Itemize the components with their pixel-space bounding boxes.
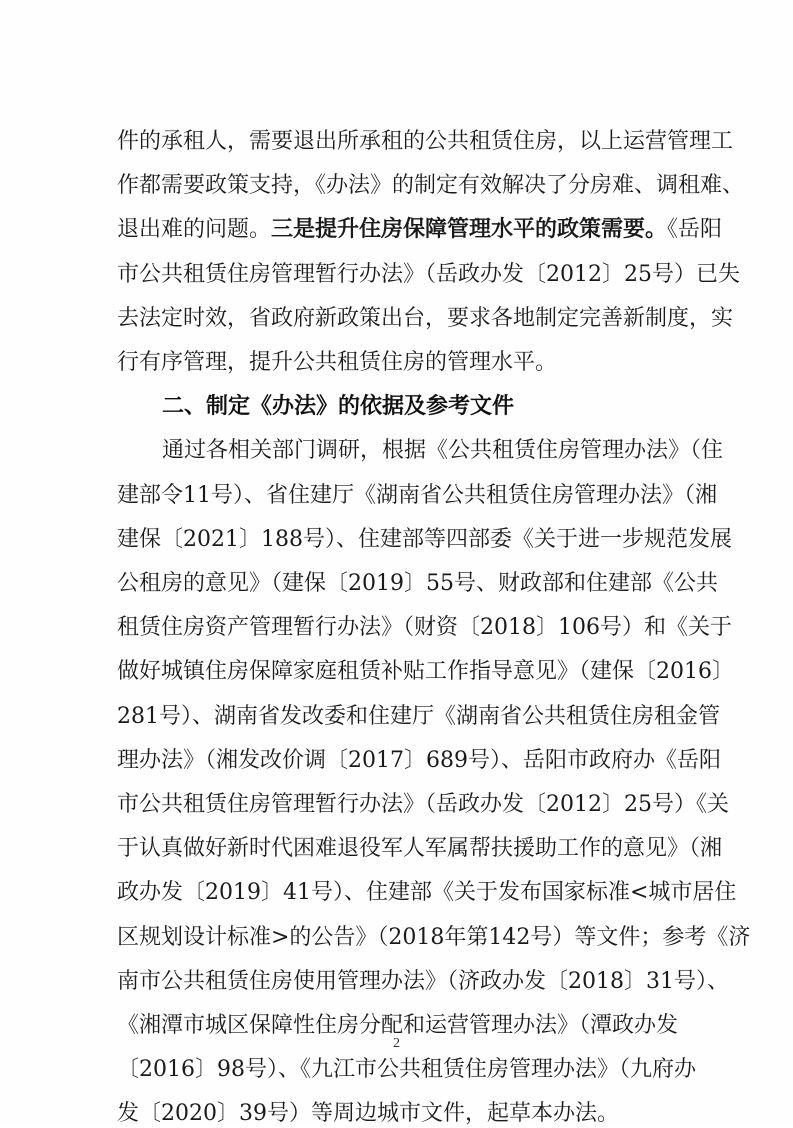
paragraph-2-line-11: 政办发〔2019〕41号）、住建部《关于发布国家标准<城市居住 [117,880,737,906]
paragraph-2-line-14: 《湘潭市城区保障性住房分配和运营管理办法》（潭政办发 [117,1013,679,1038]
paragraph-2-line-1: 通过各相关部门调研，根据《公共租赁住房管理办法》（住 [162,438,724,464]
paragraph-1-line-3-bold: 三是提升住房保障管理水平的政策需要。 [271,217,668,243]
paragraph-2-line-13: 南市公共租赁住房使用管理办法》（济政办发〔2018〕31号）、 [117,968,729,994]
paragraph-2-line-10: 于认真做好新时代困难退役军人军属帮扶援助工作的意见》（湘 [117,836,723,862]
paragraph-1-line-3-plain: 退出难的问题。 [117,217,272,243]
paragraph-2-line-7: 281号）、湖南省发改委和住建厅《湖南省公共租赁住房租金管 [117,703,720,729]
paragraph-2-line-9: 市公共租赁住房管理暂行办法》（岳政办发〔2012〕25号）《关 [117,792,729,817]
paragraph-2-line-16: 发〔2020〕39号）等周边城市文件，起草本办法。 [117,1101,619,1127]
paragraph-1-line-1: 件的承租人，需要退出所承租的公共租赁住房，以上运营管理工 [117,129,734,154]
section-heading: 二、制定《办法》的依据及参考文件 [162,394,515,420]
paragraph-1-line-3-tail: 《岳阳 [667,217,723,243]
paragraph-2-line-2: 建部令11号）、省住建厅《湖南省公共租赁住房管理办法》（湘 [117,482,717,508]
paragraph-1-line-2: 作都需要政策支持，《办法》的制定有效解决了分房难、调租难、 [117,173,745,199]
paragraph-2-line-15: 〔2016〕98号）、《九江市公共租赁住房管理办法》（九府办 [117,1057,696,1083]
paragraph-2-line-6: 做好城镇住房保障家庭租赁补贴工作指导意见》（建保〔2016〕 [117,659,734,685]
paragraph-1-line-6: 行有序管理，提升公共租赁住房的管理水平。 [117,350,558,375]
paragraph-1-line-4: 市公共租赁住房管理暂行办法》（岳政办发〔2012〕25号）已失 [117,261,740,287]
paragraph-2-line-12: 区规划设计标准>的公告》（2018年第142号）等文件；参考《济 [117,924,751,950]
paragraph-2-line-3: 建保〔2021〕188号）、住建部等四部委《关于进一步规范发展 [117,526,732,552]
page-number: 2 [393,1036,400,1051]
paragraph-1-line-3 [117,216,723,244]
paragraph-1-line-5: 去法定时效，省政府新政策出台，要求各地制定完善新制度，实 [117,305,734,331]
paragraph-2-line-8: 理办法》（湘发改价调〔2017〕689号）、岳阳市政府办《岳阳 [117,747,721,773]
paragraph-2-line-5: 租赁住房资产管理暂行办法》（财资〔2018〕106号）和《关于 [117,615,732,641]
paragraph-2-line-4: 公租房的意见》（建保〔2019〕55号、财政部和住建部《公共 [117,571,718,596]
